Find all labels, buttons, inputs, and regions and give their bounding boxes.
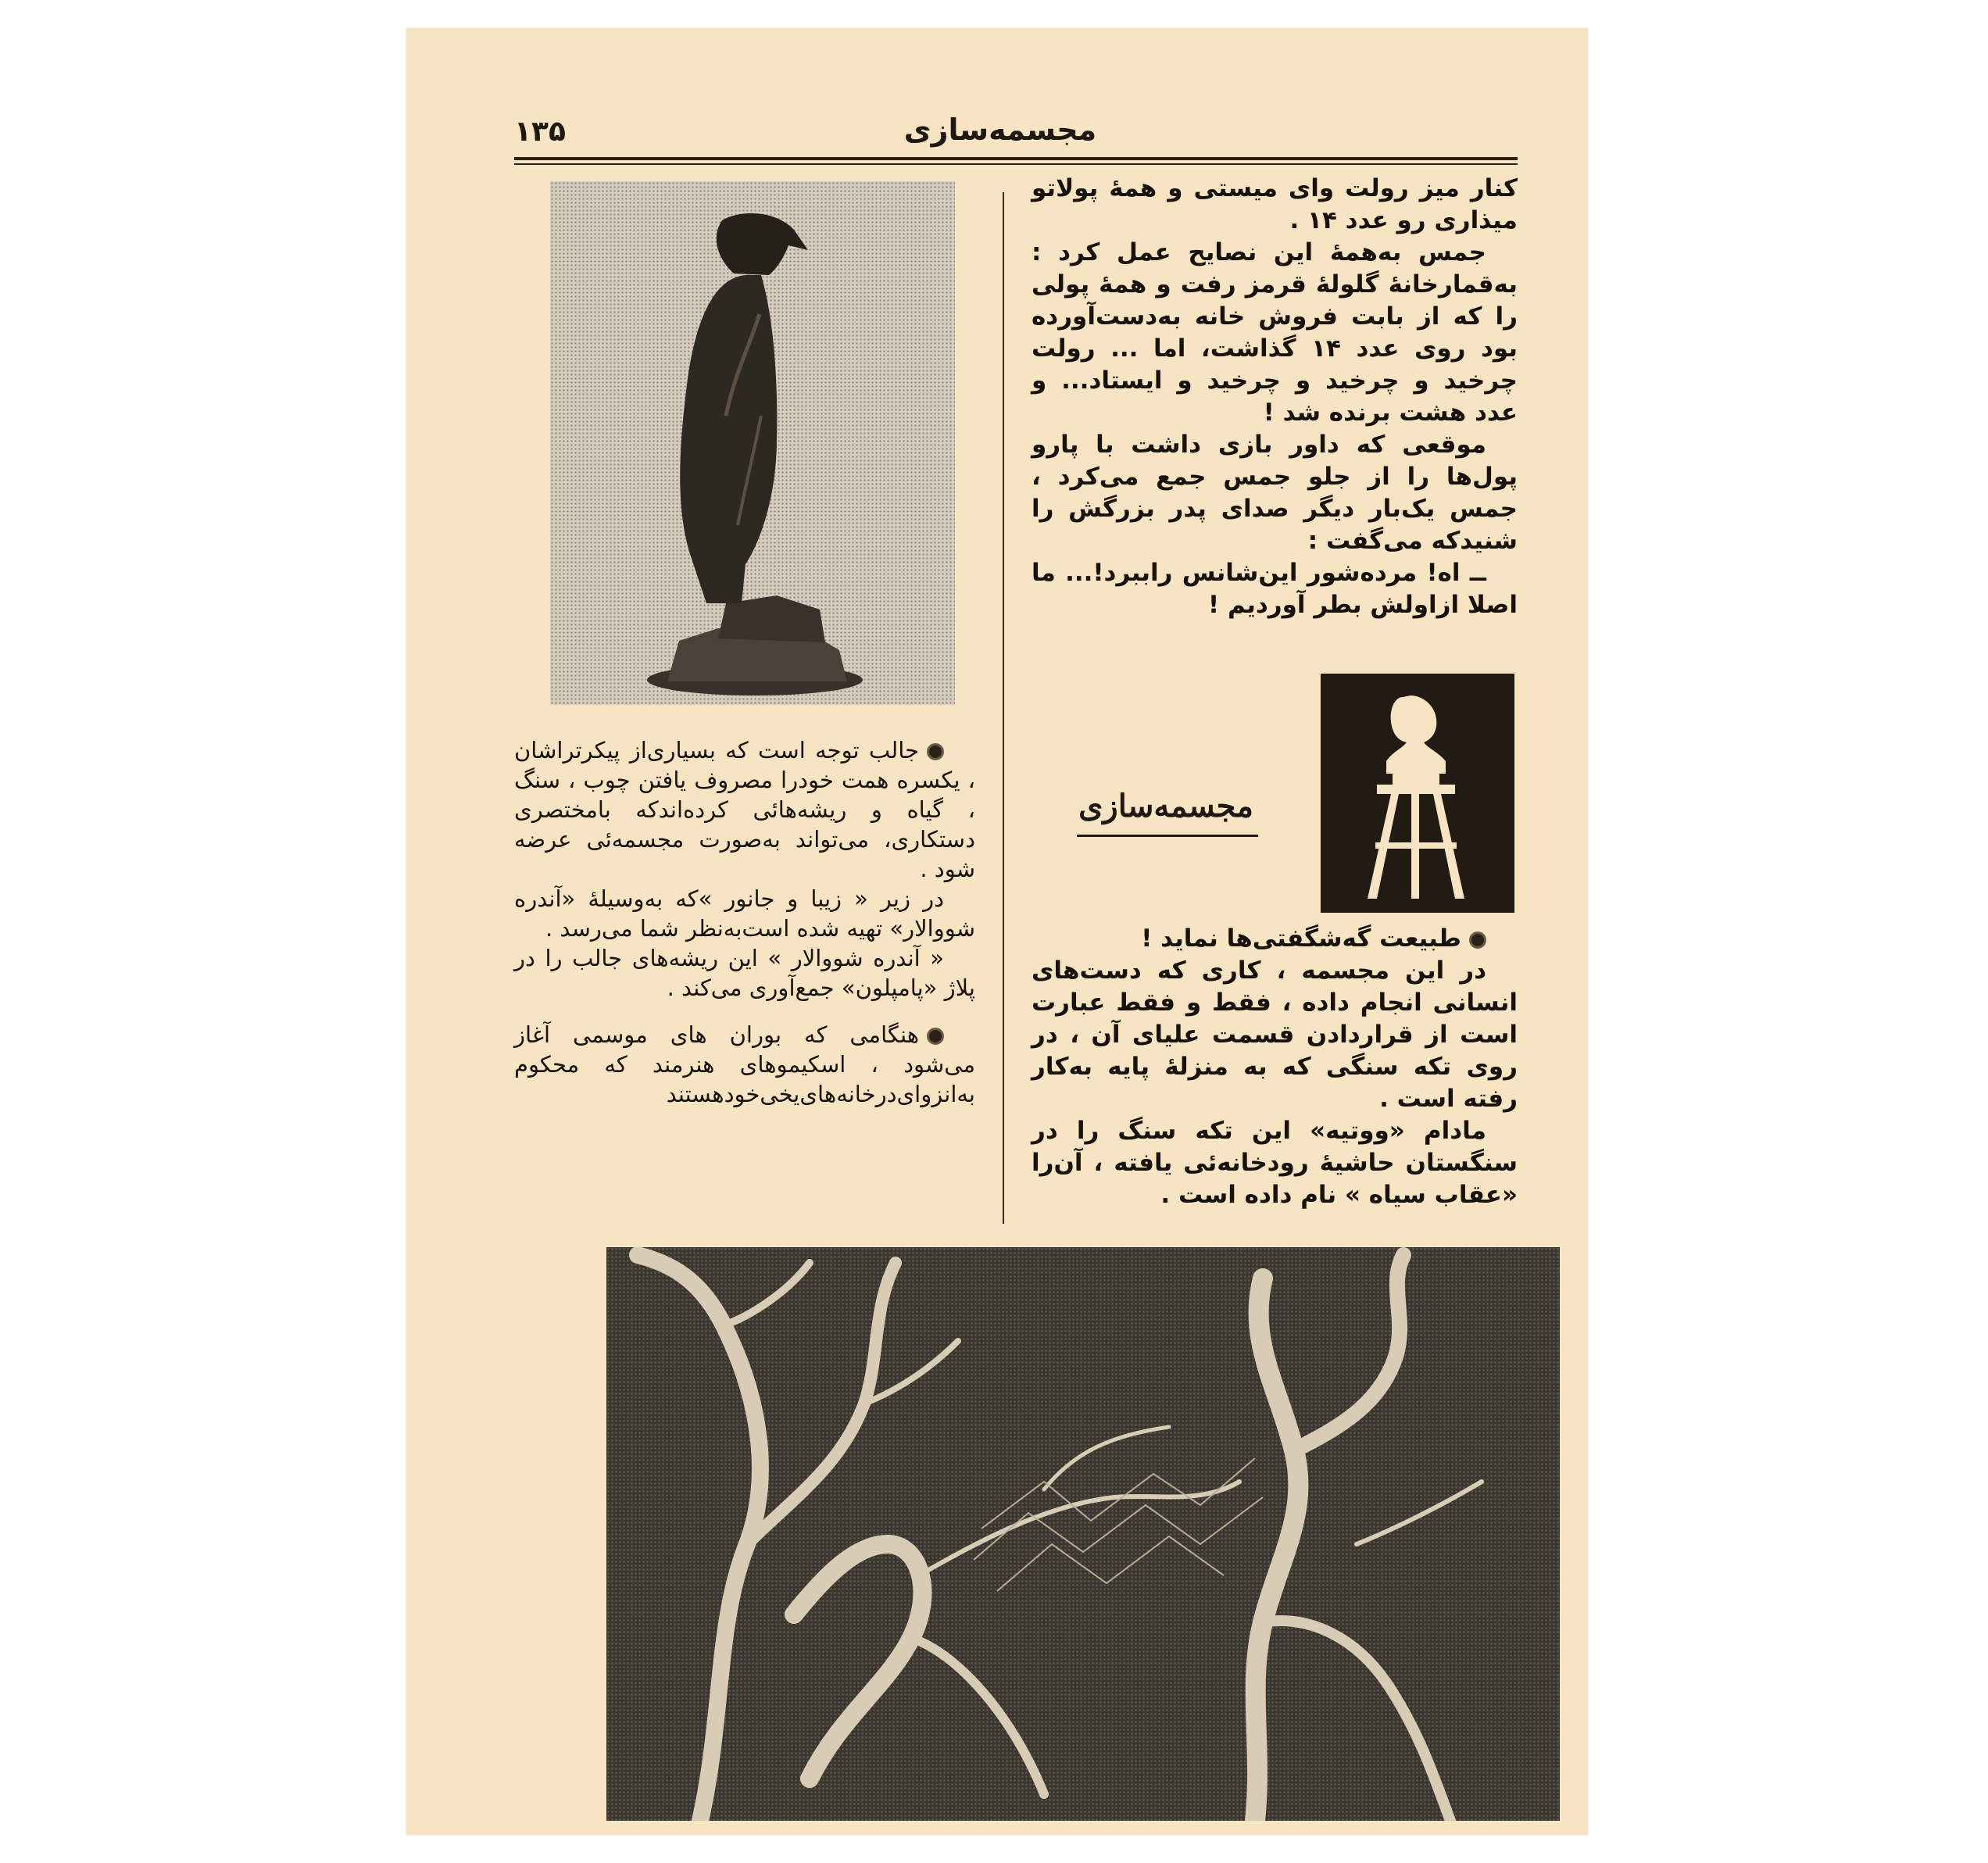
black-eagle-sculpture-photo xyxy=(550,181,955,705)
bullet-icon xyxy=(1469,932,1486,949)
beauty-and-beast-driftwood-photo xyxy=(606,1247,1560,1821)
column-divider xyxy=(1003,192,1004,1224)
paragraph-text: موقعی که داور بازی داشت با پارو پول‌ها را از جلو جمس جمع می‌کرد ، جمس یک‌بار دیگر صدای پدر بزرگش را شنیدکه می‌گفت : xyxy=(1032,431,1518,555)
paragraph xyxy=(1032,955,1518,1115)
paragraph-text: در زیر « زیبا و جانور »که به‌وسیلهٔ «آندره شووالار» تهیه شده است‌به‌نظر شما می‌رسد . xyxy=(514,885,975,942)
bust-on-easel-icon xyxy=(1321,674,1514,913)
paragraph xyxy=(514,884,975,943)
logo-underline xyxy=(1077,835,1258,837)
running-title: مجسمه‌سازی xyxy=(903,113,1097,147)
paragraph xyxy=(1032,1115,1518,1211)
magazine-page xyxy=(406,28,1588,1835)
right-lower-text xyxy=(1032,923,1518,1211)
paragraph xyxy=(514,943,975,1003)
driftwood-branches-image xyxy=(606,1247,1560,1821)
paragraph: کنار میز رولت وای میستی و همهٔ پولاتو میذاری رو عدد ۱۴ . xyxy=(1032,174,1518,234)
paragraph-text: هنگامی که بوران های موسمی آغاز می‌شود ، اسکیموهای هنرمند که محکوم به‌انزوای‌درخانه‌های‌یخی‌خود‌هستند xyxy=(514,1021,975,1107)
paragraph-gap xyxy=(514,1003,975,1020)
bird-sculpture-image xyxy=(550,181,955,705)
paragraph-text: جمس به‌همهٔ این نصایح عمل کرد : به‌قمارخانهٔ گلولهٔ قرمز رفت و همهٔ پولی را که از بابت فروش خانه به‌دست‌آورده بود روی عدد ۱۴ گذاشت، اما ... رولت چرخید و چرخید و چرخید و ایستاد... و عدد هشت برنده شد ! xyxy=(1032,238,1518,427)
sculpture-logo xyxy=(1321,674,1514,913)
paragraph xyxy=(1032,557,1518,621)
left-column-text xyxy=(514,735,975,1109)
paragraph xyxy=(1032,429,1518,557)
bullet-icon xyxy=(927,1028,944,1045)
section-heading xyxy=(1032,923,1518,955)
paragraph-text: ــ اه! مرده‌شور این‌شانس راببرد!... ما اصلا ازاولش بطر آوردیم ! xyxy=(1032,559,1518,619)
header-rule-thick xyxy=(514,157,1518,160)
paragraph-text: جالب توجه است که بسیاری‌از پیکرتراشان ، یکسره همت خودرا مصروف یافتن چوب ، سنگ ، گیاه و ریشه‌هائی کرده‌اندکه بامختصری دستکاری، می‌تواند به‌صورت مجسمه‌ئی عرضه شود . xyxy=(514,737,975,882)
paragraph-text: مادام «ووتیه» این تکه سنگ را در سنگستان حاشیهٔ رودخانه‌ئی یافته ، آن‌را «عقاب سیاه » نام داده است . xyxy=(1032,1117,1518,1209)
heading-text: طبیعت گه‌شگفتی‌ها نماید ! xyxy=(1141,924,1461,953)
paragraph xyxy=(514,735,975,884)
bullet-icon xyxy=(927,743,944,760)
page-number: ۱۳۵ xyxy=(514,116,566,148)
header-rule-thin xyxy=(514,163,1518,165)
right-column-text xyxy=(1032,173,1518,621)
paragraph xyxy=(1032,237,1518,429)
sculpture-logo-label: مجسمه‌سازی xyxy=(1078,788,1253,824)
paragraph-text: در این مجسمه ، کاری که دست‌های انسانی انجام داده ، فقط و فقط عبارت است از قراردادن قسمت علیای آن ، در روی تکه سنگی که به منزلهٔ پایه به‌کار رفته است . xyxy=(1032,957,1518,1113)
paragraph-text: « آندره شووالار » این ریشه‌های جالب را در پلاژ «پامپلون» جمع‌آوری می‌کند . xyxy=(514,945,975,1001)
paragraph xyxy=(514,1020,975,1109)
